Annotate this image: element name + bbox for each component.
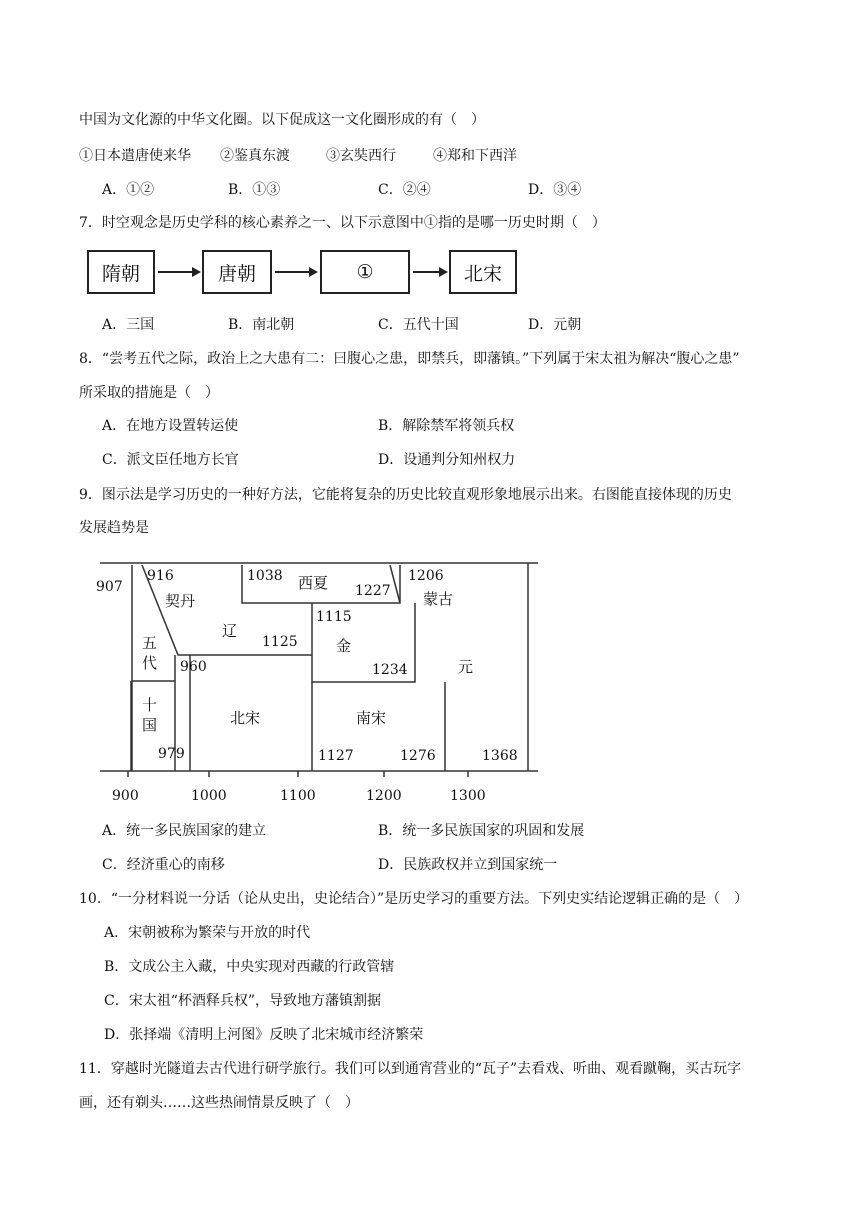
q6-item: ④郑和下西洋 (433, 148, 517, 164)
region-label: 金 (336, 637, 352, 655)
diagram-box-blank: ① (320, 250, 410, 294)
q6-option-c[interactable]: C．②④ (378, 182, 431, 198)
q6-item: ②鉴真东渡 (220, 148, 290, 164)
axis-tick-label: 1200 (366, 788, 402, 804)
diagram-box-beisong: 北宋 (449, 250, 517, 294)
year-label: 1038 (247, 568, 283, 584)
region-label: 辽 (222, 622, 238, 640)
q11-stem-cont: 画，还有剃头……这些热闹情景反映了（ ） (79, 1095, 359, 1111)
region-label: 蒙古 (423, 590, 454, 608)
year-label: 1227 (355, 583, 391, 599)
q9-stem: 9．图示法是学习历史的一种好方法，它能将复杂的历史比较直观形象地展示出来。右图能直接体现的历史 (79, 487, 732, 503)
diagram-box-tang: 唐朝 (202, 250, 272, 294)
year-label: 1234 (372, 662, 408, 678)
year-label: 916 (147, 568, 174, 584)
year-label: 1206 (408, 568, 444, 584)
year-label: 960 (180, 659, 207, 675)
q6-option-d[interactable]: D．③④ (528, 182, 582, 198)
q9-option-d[interactable]: D．民族政权并立到国家统一 (378, 857, 558, 873)
q6-item: ③玄奘西行 (326, 148, 396, 164)
axis-tick-label: 1100 (280, 788, 316, 804)
q9-option-b[interactable]: B．统一多民族国家的巩固和发展 (378, 823, 585, 839)
right-arrow-icon (273, 262, 319, 282)
q7-option-d[interactable]: D．元朝 (528, 317, 582, 333)
dynasty-timeline-map (80, 545, 540, 807)
right-arrow-icon (411, 262, 449, 282)
year-label: 1368 (482, 748, 518, 764)
region-label-vertical: 十国 (142, 696, 158, 734)
year-label: 1127 (318, 748, 354, 764)
right-arrow-icon (156, 262, 202, 282)
q10-stem: 10．“一分材料说一分话（论从史出，史论结合）”是历史学习的重要方法。下列史实结论逻辑正确的是（ ） (79, 891, 749, 907)
q6-stem-tail: 中国为文化源的中华文化圈。以下促成这一文化圈形成的有（ ） (79, 112, 485, 128)
q6-option-a[interactable]: A．①② (102, 182, 155, 198)
q10-option-a[interactable]: A．宋朝被称为繁荣与开放的时代 (104, 925, 311, 941)
axis-tick-label: 900 (112, 788, 139, 804)
q10-option-d[interactable]: D．张择端《清明上河图》反映了北宋城市经济繁荣 (104, 1027, 424, 1043)
year-label: 1125 (262, 634, 298, 650)
q9-stem-cont: 发展趋势是 (79, 520, 149, 536)
q7-stem: 7．时空观念是历史学科的核心素养之一、以下示意图中①指的是哪一历史时期（ ） (79, 215, 606, 231)
q9-option-a[interactable]: A．统一多民族国家的建立 (102, 823, 267, 839)
year-label: 1276 (400, 748, 436, 764)
region-label: 西夏 (298, 574, 329, 592)
q7-option-a[interactable]: A．三国 (102, 317, 155, 333)
region-label: 北宋 (230, 709, 261, 727)
q6-item: ①日本遣唐使来华 (79, 148, 191, 164)
region-label: 契丹 (165, 592, 196, 610)
q8-option-a[interactable]: A．在地方设置转运使 (102, 418, 239, 434)
q9-option-c[interactable]: C．经济重心的南移 (102, 857, 225, 873)
q8-option-c[interactable]: C．派文臣任地方长官 (102, 452, 239, 468)
axis-tick-label: 1300 (450, 788, 486, 804)
q8-stem: 8．“尝考五代之际，政治上之大患有二：曰腹心之患，即禁兵，即藩镇。”下列属于宋太祖为解决“腹心之患” (79, 351, 740, 367)
q10-option-b[interactable]: B．文成公主入藏，中央实现对西藏的行政管辖 (104, 959, 395, 975)
q6-option-b[interactable]: B．①③ (228, 182, 281, 198)
year-label: 907 (96, 579, 123, 595)
region-label-vertical: 五代 (142, 634, 158, 672)
q8-stem-cont: 所采取的措施是（ ） (79, 385, 219, 401)
q8-option-b[interactable]: B．解除禁军将领兵权 (378, 418, 515, 434)
q11-stem: 11．穿越时光隧道去古代进行研学旅行。我们可以到通宵营业的“瓦子”去看戏、听曲、观看蹴鞠，买古玩字 (79, 1061, 742, 1077)
year-label: 1115 (316, 609, 352, 625)
year-label: 979 (158, 746, 185, 762)
q7-option-b[interactable]: B．南北朝 (228, 317, 295, 333)
region-label: 南宋 (356, 709, 387, 727)
axis-tick-label: 1000 (191, 788, 227, 804)
q10-option-c[interactable]: C．宋太祖“杯酒释兵权”，导致地方藩镇割据 (104, 993, 382, 1009)
q7-option-c[interactable]: C．五代十国 (378, 317, 459, 333)
q8-option-d[interactable]: D．设通判分知州权力 (378, 452, 516, 468)
region-label: 元 (458, 658, 474, 676)
diagram-box-sui: 隋朝 (87, 250, 155, 294)
